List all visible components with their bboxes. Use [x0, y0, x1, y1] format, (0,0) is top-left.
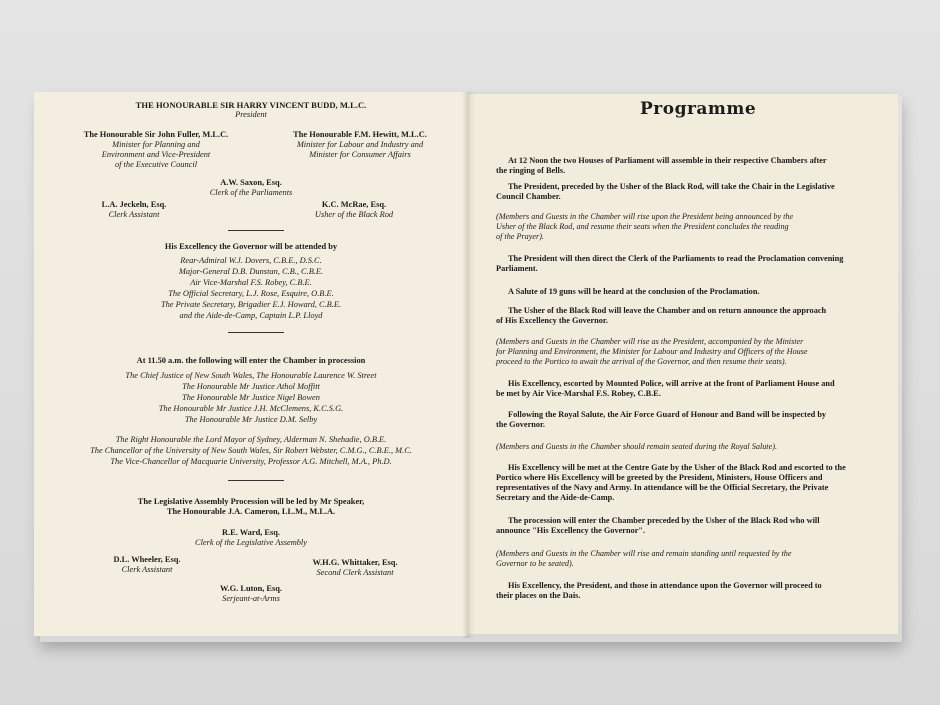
governor-attendant: and the Aide-de-Camp, Captain L.P. Lloyd — [179, 311, 323, 320]
programme-title: Programme — [640, 99, 757, 119]
programme-paragraph-line: (Members and Guests in the Chamber will rise and remain standing until requested by the — [496, 549, 792, 558]
programme-paragraph-line: the ringing of Bells. — [496, 166, 566, 175]
center-fold — [462, 92, 476, 638]
divider-2 — [228, 332, 284, 333]
saxon-name: A.W. Saxon, Esq. — [220, 178, 282, 187]
luton-role: Serjeant-at-Arms — [222, 594, 280, 603]
fuller-name: The Honourable Sir John Fuller, M.L.C. — [83, 130, 229, 139]
president-role: President — [235, 110, 267, 119]
fuller-role-3: of the Executive Council — [114, 160, 198, 169]
programme-paragraph-line: Following the Royal Salute, the Air Force Guard of Honour and Band will be inspected by — [508, 410, 827, 419]
ward-role: Clerk of the Legislative Assembly — [195, 538, 307, 547]
mcrae-name: K.C. McRae, Esq. — [321, 200, 387, 209]
procession-member: The Honourable Mr Justice J.H. McClemens, K.C.S.G. — [158, 404, 344, 413]
procession-member: The Chancellor of the University of New South Wales, Sir Robert Webster, C.M.G., C.B.E., M.C. — [90, 446, 412, 455]
programme-paragraph-line: Portico where His Excellency will be greeted by the President, Ministers, House Officers and — [496, 473, 823, 482]
assembly-heading-2: The Honourable J.A. Cameron, LL.M., M.L.A. — [166, 507, 336, 516]
whittaker-name: W.H.G. Whittaker, Esq. — [312, 558, 398, 567]
programme-paragraph-line: The Usher of the Black Rod will leave the Chamber and on return announce the approach — [508, 306, 827, 315]
assembly-heading-1: The Legislative Assembly Procession will be led by Mr Speaker, — [137, 497, 365, 506]
programme-paragraph-line: representatives of the Navy and Army. In attendance will be the Official Secretary, the Private — [496, 483, 829, 492]
jeckeln-role: Clerk Assistant — [108, 210, 160, 219]
programme-paragraph-line: announce "His Excellency the Governor". — [496, 526, 646, 535]
luton-name: W.G. Luton, Esq. — [219, 584, 283, 593]
programme-paragraph-line: At 12 Noon the two Houses of Parliament will assemble in their respective Chambers after — [508, 156, 827, 165]
programme-paragraph-line: Parliament. — [496, 264, 538, 273]
programme-paragraph-line: their places on the Dais. — [496, 591, 581, 600]
governor-attendant: Rear-Admiral W.J. Dovers, C.B.E., D.S.C. — [180, 256, 322, 265]
wheeler-name: D.L. Wheeler, Esq. — [113, 555, 181, 564]
procession-member: The Right Honourable the Lord Mayor of Sydney, Alderman N. Shehadie, O.B.E. — [115, 435, 387, 444]
governor-heading: His Excellency the Governor will be attended by — [164, 242, 338, 251]
mcrae-role: Usher of the Black Rod — [314, 210, 394, 219]
ward-name: R.E. Ward, Esq. — [221, 528, 281, 537]
programme-paragraph-line: The President, preceded by the Usher of the Black Rod, will take the Chair in the Legislative — [508, 182, 835, 191]
programme-paragraph-line: be met by Air Vice-Marshal F.S. Robey, C.B.E. — [496, 389, 661, 398]
right-page — [468, 94, 898, 634]
saxon-role: Clerk of the Parliaments — [209, 188, 293, 197]
programme-paragraph-line: His Excellency, escorted by Mounted Police, will arrive at the front of Parliament House and — [508, 379, 835, 388]
programme-paragraph-line: Usher of the Black Rod, and resume their seats when the President concludes the reading — [496, 222, 789, 231]
procession-member: The Honourable Mr Justice Athol Moffitt — [182, 382, 320, 391]
hewitt-role-2: Minister for Consumer Affairs — [309, 150, 411, 159]
governor-attendant: The Official Secretary, L.J. Rose, Esquire, O.B.E. — [168, 289, 334, 298]
programme-paragraph-line: the Governor. — [496, 420, 546, 429]
programme-paragraph-line: for Planning and Environment, the Minister for Labour and Industry and Officers of the House — [496, 347, 808, 356]
programme-paragraph-line: of the Prayer). — [496, 232, 544, 241]
left-page — [34, 92, 468, 636]
governor-attendant: Major-General D.B. Dunstan, C.B., C.B.E. — [178, 267, 324, 276]
programme-paragraph-line: His Excellency, the President, and those in attendance upon the Governor will proceed to — [508, 581, 822, 590]
procession-member: The Chief Justice of New South Wales, The Honourable Laurence W. Street — [125, 371, 377, 380]
fuller-role-1: Minister for Planning and — [112, 140, 200, 149]
hewitt-role-1: Minister for Labour and Industry and — [296, 140, 424, 149]
programme-paragraph-line: (Members and Guests in the Chamber will rise as the President, accompanied by the Minister — [496, 337, 804, 346]
programme-paragraph-line: The procession will enter the Chamber preceded by the Usher of the Black Rod who will — [508, 516, 820, 525]
wheeler-role: Clerk Assistant — [121, 565, 173, 574]
programme-paragraph-line: His Excellency will be met at the Centre Gate by the Usher of the Black Rod and escorted to the — [508, 463, 846, 472]
procession-member: The Honourable Mr Justice D.M. Selby — [184, 415, 318, 424]
divider-3 — [228, 480, 284, 481]
governor-attendant: Air Vice-Marshal F.S. Robey, C.B.E. — [190, 278, 312, 287]
jeckeln-name: L.A. Jeckeln, Esq. — [101, 200, 167, 209]
programme-paragraph-line: A Salute of 19 guns will be heard at the conclusion of the Proclamation. — [508, 287, 760, 296]
fuller-role-2: Environment and Vice-President — [101, 150, 211, 159]
programme-paragraph-line: Governor to be seated). — [496, 559, 574, 568]
programme-paragraph-line: The President will then direct the Clerk of the Parliaments to read the Proclamation convening — [508, 254, 844, 263]
divider-1 — [228, 230, 284, 231]
programme-paragraph-line: Council Chamber. — [496, 192, 561, 201]
programme-paragraph-line: (Members and Guests in the Chamber will rise upon the President being announced by the — [496, 212, 794, 221]
governor-attendant: The Private Secretary, Brigadier E.J. Howard, C.B.E. — [160, 300, 342, 309]
programme-paragraph-line: Secretary and the Aide-de-Camp. — [496, 493, 615, 502]
president-name: THE HONOURABLE SIR HARRY VINCENT BUDD, M.L.C. — [135, 100, 367, 110]
programme-paragraph-line: (Members and Guests in the Chamber should remain seated during the Royal Salute). — [496, 442, 777, 451]
programme-paragraph-line: proceed to the Portico to await the arrival of the Governor, and then resume their seats). — [496, 357, 787, 366]
whittaker-role: Second Clerk Assistant — [316, 568, 394, 577]
procession-member: The Honourable Mr Justice Nigel Bowen — [182, 393, 320, 402]
programme-paragraph-line: of His Excellency the Governor. — [496, 316, 608, 325]
procession-heading: At 11.50 a.m. the following will enter the Chamber in procession — [136, 356, 366, 365]
hewitt-name: The Honourable F.M. Hewitt, M.L.C. — [293, 130, 427, 139]
procession-member: The Vice-Chancellor of Macquarie University, Professor A.G. Mitchell, M.A., Ph.D. — [110, 457, 392, 466]
